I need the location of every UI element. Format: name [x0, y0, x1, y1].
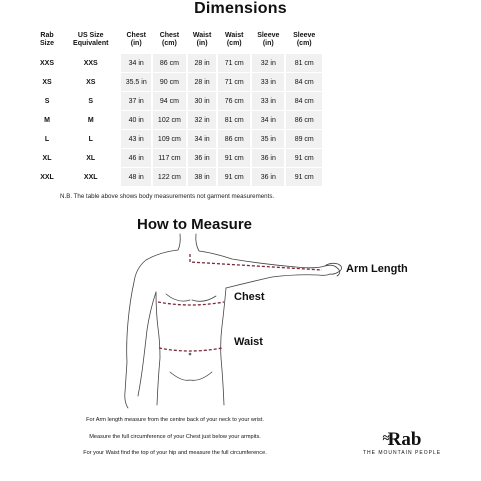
table-cell: 34 in: [121, 54, 151, 72]
table-cell: 43 in: [121, 130, 151, 148]
table-cell: 117 cm: [153, 149, 186, 167]
column-header: Rab Size: [34, 27, 60, 53]
column-header: US Size Equivalent: [62, 27, 119, 53]
table-row: [34, 54, 322, 72]
table-cell: 33 in: [252, 73, 284, 91]
left-arm-outline: [125, 250, 178, 408]
table-cell: 91 cm: [218, 149, 250, 167]
brand-logo: [362, 428, 442, 456]
table-cell: 36 in: [188, 149, 217, 167]
table-cell: 38 in: [188, 168, 217, 186]
hip-outline: [170, 372, 212, 380]
table-row: [34, 168, 322, 186]
table-cell: 86 cm: [218, 130, 250, 148]
table-cell: XXS: [34, 54, 60, 72]
table-row: [34, 111, 322, 129]
table-cell: 34 in: [252, 111, 284, 129]
table-row: [34, 73, 322, 91]
table-row: [34, 149, 322, 167]
arm-length-label: Arm Length: [346, 263, 408, 275]
table-cell: 91 cm: [286, 149, 322, 167]
table-cell: 28 in: [188, 54, 217, 72]
neck-outline: [178, 234, 199, 251]
table-cell: 32 in: [252, 54, 284, 72]
torso-right-outline: [221, 288, 226, 405]
column-header: Chest (cm): [153, 27, 186, 53]
table-cell: 86 cm: [286, 111, 322, 129]
table-cell: 81 cm: [218, 111, 250, 129]
table-cell: XL: [34, 149, 60, 167]
table-cell: XXL: [62, 168, 119, 186]
column-header: Chest (in): [121, 27, 151, 53]
table-cell: 91 cm: [218, 168, 250, 186]
waist-line: [159, 348, 222, 351]
table-cell: 35.5 in: [121, 73, 151, 91]
table-cell: 90 cm: [153, 73, 186, 91]
table-cell: 30 in: [188, 92, 217, 110]
table-cell: 76 cm: [218, 92, 250, 110]
navel-mark: [189, 353, 191, 355]
table-cell: L: [34, 130, 60, 148]
table-cell: 33 in: [252, 92, 284, 110]
right-arm-upper-outline: [199, 251, 336, 268]
table-cell: 91 cm: [286, 168, 322, 186]
column-header: Sleeve (cm): [286, 27, 322, 53]
table-row: [34, 92, 322, 110]
logo-wordmark: Rab: [387, 429, 422, 450]
table-row: [34, 130, 322, 148]
chest-label: Chest: [234, 291, 265, 303]
table-cell: M: [34, 111, 60, 129]
table-cell: XS: [62, 73, 119, 91]
table-cell: S: [62, 92, 119, 110]
measurement-note: N.B. The table above shows body measurements not garment measurements.: [60, 193, 275, 200]
table-cell: 37 in: [121, 92, 151, 110]
table-cell: 84 cm: [286, 73, 322, 91]
table-cell: 81 cm: [286, 54, 322, 72]
table-cell: 28 in: [188, 73, 217, 91]
table-cell: XS: [34, 73, 60, 91]
table-cell: S: [34, 92, 60, 110]
how-to-measure-title: How to Measure: [137, 216, 253, 233]
table-cell: 36 in: [252, 168, 284, 186]
table-cell: 71 cm: [218, 54, 250, 72]
table-cell: 89 cm: [286, 130, 322, 148]
table-cell: XL: [62, 149, 119, 167]
mountain-wave-icon: ≈: [382, 430, 388, 445]
waist-label: Waist: [234, 336, 263, 348]
table-cell: 32 in: [188, 111, 217, 129]
table-cell: 102 cm: [153, 111, 186, 129]
table-cell: 86 cm: [153, 54, 186, 72]
table-cell: XXS: [62, 54, 119, 72]
table-cell: 40 in: [121, 111, 151, 129]
column-header: Sleeve (in): [252, 27, 284, 53]
pectoral-outline: [166, 294, 216, 301]
table-cell: XXL: [34, 168, 60, 186]
chest-line: [158, 302, 224, 305]
table-cell: 35 in: [252, 130, 284, 148]
table-cell: 48 in: [121, 168, 151, 186]
table-cell: 122 cm: [153, 168, 186, 186]
table-cell: 94 cm: [153, 92, 186, 110]
column-header: Waist (cm): [218, 27, 250, 53]
table-cell: 71 cm: [218, 73, 250, 91]
table-cell: 34 in: [188, 130, 217, 148]
table-header-row: [34, 27, 322, 53]
table-cell: L: [62, 130, 119, 148]
page-title: Dimensions: [194, 0, 287, 17]
column-header: Waist (in): [188, 27, 217, 53]
instruction-waist: For your Waist find the top of your hip and measure the full circumference.: [83, 450, 267, 456]
right-arm-lower-outline: [226, 274, 330, 288]
size-chart-table: [32, 26, 324, 187]
left-inner-arm-outline: [138, 292, 156, 396]
table-cell: 109 cm: [153, 130, 186, 148]
table-cell: 46 in: [121, 149, 151, 167]
table-cell: 84 cm: [286, 92, 322, 110]
table-cell: M: [62, 111, 119, 129]
instruction-chest: Measure the full circumference of your Chest just below your armpits.: [89, 434, 261, 440]
body-measurement-figure: [0, 230, 481, 415]
logo-tagline: THE MOUNTAIN PEOPLE: [362, 450, 442, 456]
instruction-arm: For Arm length measure from the centre back of your neck to your wrist.: [86, 417, 264, 423]
table-cell: 36 in: [252, 149, 284, 167]
